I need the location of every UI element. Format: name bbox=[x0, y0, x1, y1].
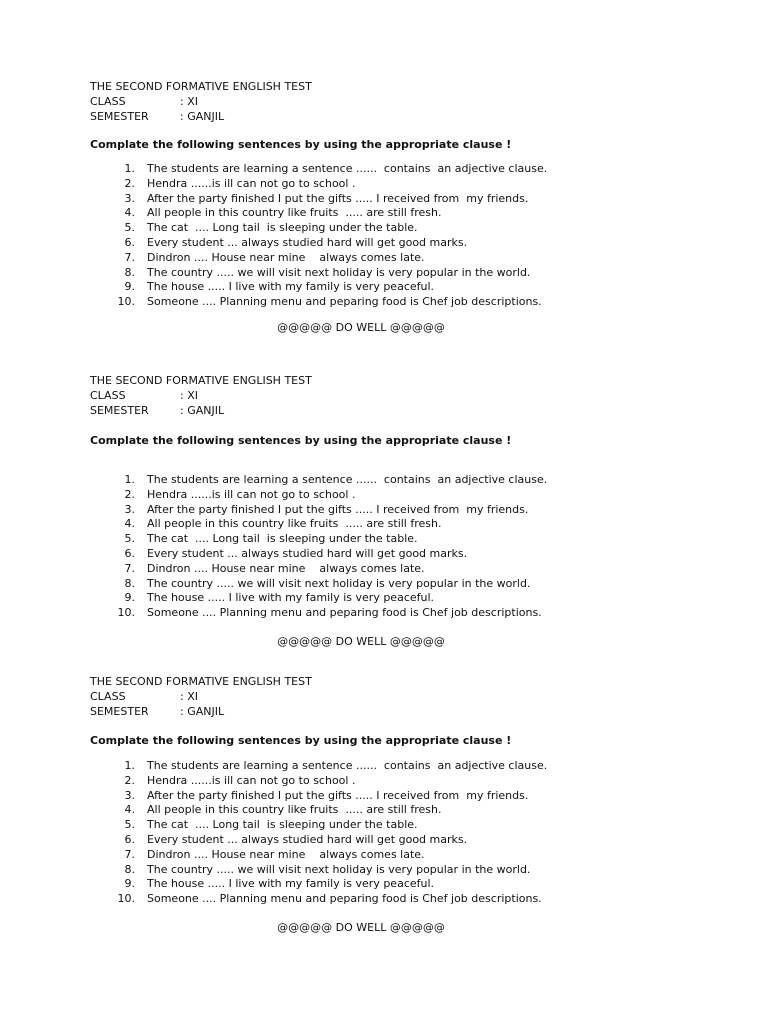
question-number: 2. bbox=[124, 487, 135, 501]
question-text: The country ..... we will visit next holiday is very popular in the world. bbox=[147, 576, 531, 590]
question-text: All people in this country like fruits ..... are still fresh. bbox=[147, 803, 442, 817]
question-text: The country ..... we will visit next holiday is very popular in the world. bbox=[147, 862, 531, 876]
test-block-1 bbox=[90, 79, 690, 334]
class-label: CLASS bbox=[90, 389, 126, 402]
question-number: 4. bbox=[124, 803, 135, 817]
question-item bbox=[90, 162, 690, 177]
question-number: 5. bbox=[124, 818, 135, 832]
question-text: Hendra ......is ill can not go to school . bbox=[147, 176, 356, 190]
question-number: 9. bbox=[124, 280, 135, 294]
question-text: Someone .... Planning menu and peparing food is Chef job descriptions. bbox=[147, 606, 542, 620]
question-text: Dindron .... House near mine always comes late. bbox=[147, 250, 425, 264]
question-number: 10. bbox=[117, 892, 135, 906]
question-number: 1. bbox=[124, 759, 135, 772]
instruction: Complate the following sentences by using the appropriate clause ! bbox=[90, 138, 512, 151]
question-text: The house ..... I live with my family is very peaceful. bbox=[147, 877, 435, 891]
closing-line: @@@@@ DO WELL @@@@@ bbox=[277, 921, 445, 934]
question-number: 10. bbox=[117, 606, 135, 620]
closing-line: @@@@@ DO WELL @@@@@ bbox=[277, 635, 445, 648]
semester-value: : GANJIL bbox=[180, 110, 225, 123]
instruction: Complate the following sentences by using the appropriate clause ! bbox=[90, 434, 512, 447]
question-number: 8. bbox=[124, 265, 135, 279]
question-number: 8. bbox=[124, 576, 135, 590]
question-text: All people in this country like fruits ..... are still fresh. bbox=[147, 517, 442, 531]
question-number: 1. bbox=[124, 473, 135, 486]
question-item bbox=[90, 280, 690, 295]
question-number: 8. bbox=[124, 862, 135, 876]
question-item bbox=[90, 877, 690, 892]
question-item bbox=[90, 295, 690, 310]
question-number: 5. bbox=[124, 532, 135, 546]
question-text: The house ..... I live with my family is very peaceful. bbox=[147, 280, 435, 294]
question-text: Dindron .... House near mine always comes late. bbox=[147, 561, 425, 575]
question-item bbox=[90, 803, 690, 818]
semester-row bbox=[90, 109, 690, 124]
semester-label: SEMESTER bbox=[90, 705, 149, 718]
question-number: 6. bbox=[124, 546, 135, 560]
question-text: After the party finished I put the gifts ..... I received from my friends. bbox=[147, 191, 529, 205]
question-item bbox=[90, 532, 690, 547]
class-label: CLASS bbox=[90, 95, 126, 108]
question-item bbox=[90, 488, 690, 503]
question-text: Someone .... Planning menu and peparing food is Chef job descriptions. bbox=[147, 892, 542, 906]
semester-label: SEMESTER bbox=[90, 404, 149, 417]
question-text: The cat .... Long tail is sleeping under the table. bbox=[147, 532, 418, 546]
question-number: 4. bbox=[124, 206, 135, 220]
question-number: 3. bbox=[124, 191, 135, 205]
question-item bbox=[90, 251, 690, 266]
question-number: 2. bbox=[124, 773, 135, 787]
question-number: 7. bbox=[124, 561, 135, 575]
test-title: THE SECOND FORMATIVE ENGLISH TEST bbox=[90, 675, 312, 688]
question-item bbox=[90, 759, 690, 774]
question-item bbox=[90, 473, 690, 488]
question-text: Dindron .... House near mine always comes late. bbox=[147, 847, 425, 861]
class-value: : XI bbox=[180, 690, 198, 703]
question-text: Hendra ......is ill can not go to school . bbox=[147, 487, 356, 501]
question-item bbox=[90, 177, 690, 192]
question-text: The students are learning a sentence ...... contains an adjective clause. bbox=[147, 162, 548, 175]
semester-value: : GANJIL bbox=[180, 705, 225, 718]
test-title: THE SECOND FORMATIVE ENGLISH TEST bbox=[90, 80, 312, 93]
question-text: Someone .... Planning menu and peparing food is Chef job descriptions. bbox=[147, 295, 542, 309]
question-item bbox=[90, 547, 690, 562]
class-value: : XI bbox=[180, 389, 198, 402]
question-item bbox=[90, 833, 690, 848]
question-text: Every student ... always studied hard will get good marks. bbox=[147, 546, 468, 560]
question-item bbox=[90, 591, 690, 606]
test-title: THE SECOND FORMATIVE ENGLISH TEST bbox=[90, 374, 312, 387]
question-text: Every student ... always studied hard will get good marks. bbox=[147, 832, 468, 846]
question-number: 10. bbox=[117, 295, 135, 309]
question-item bbox=[90, 192, 690, 207]
question-number: 6. bbox=[124, 235, 135, 249]
class-value: : XI bbox=[180, 95, 198, 108]
closing-line: @@@@@ DO WELL @@@@@ bbox=[277, 321, 445, 334]
question-text: The cat .... Long tail is sleeping under the table. bbox=[147, 818, 418, 832]
question-text: All people in this country like fruits ..... are still fresh. bbox=[147, 206, 442, 220]
question-text: After the party finished I put the gifts ..... I received from my friends. bbox=[147, 502, 529, 516]
question-text: The students are learning a sentence ...... contains an adjective clause. bbox=[147, 473, 548, 486]
question-item bbox=[90, 892, 690, 907]
question-list bbox=[90, 162, 690, 310]
question-item bbox=[90, 818, 690, 833]
question-item bbox=[90, 789, 690, 804]
question-item bbox=[90, 577, 690, 592]
question-item bbox=[90, 774, 690, 789]
test-block-2 bbox=[90, 373, 690, 648]
question-item bbox=[90, 266, 690, 281]
question-text: After the party finished I put the gifts ..... I received from my friends. bbox=[147, 788, 529, 802]
question-number: 7. bbox=[124, 250, 135, 264]
question-number: 6. bbox=[124, 832, 135, 846]
question-number: 2. bbox=[124, 176, 135, 190]
question-text: The house ..... I live with my family is very peaceful. bbox=[147, 591, 435, 605]
question-text: Every student ... always studied hard will get good marks. bbox=[147, 235, 468, 249]
semester-value: : GANJIL bbox=[180, 404, 225, 417]
question-number: 3. bbox=[124, 502, 135, 516]
question-item bbox=[90, 606, 690, 621]
question-text: Hendra ......is ill can not go to school . bbox=[147, 773, 356, 787]
class-row bbox=[90, 689, 690, 704]
semester-label: SEMESTER bbox=[90, 110, 149, 123]
question-item bbox=[90, 503, 690, 518]
question-item bbox=[90, 236, 690, 251]
class-label: CLASS bbox=[90, 690, 126, 703]
test-block-3 bbox=[90, 674, 690, 934]
question-text: The country ..... we will visit next holiday is very popular in the world. bbox=[147, 265, 531, 279]
question-number: 1. bbox=[124, 162, 135, 175]
semester-row bbox=[90, 403, 690, 418]
question-number: 9. bbox=[124, 877, 135, 891]
question-number: 4. bbox=[124, 517, 135, 531]
question-item bbox=[90, 206, 690, 221]
question-item bbox=[90, 848, 690, 863]
question-text: The cat .... Long tail is sleeping under the table. bbox=[147, 221, 418, 235]
instruction: Complate the following sentences by using the appropriate clause ! bbox=[90, 734, 512, 747]
question-number: 9. bbox=[124, 591, 135, 605]
question-number: 7. bbox=[124, 847, 135, 861]
question-number: 5. bbox=[124, 221, 135, 235]
class-row bbox=[90, 94, 690, 109]
semester-row bbox=[90, 704, 690, 719]
question-number: 3. bbox=[124, 788, 135, 802]
question-text: The students are learning a sentence ...... contains an adjective clause. bbox=[147, 759, 548, 772]
class-row bbox=[90, 388, 690, 403]
question-list bbox=[90, 473, 690, 621]
question-item bbox=[90, 221, 690, 236]
question-item bbox=[90, 517, 690, 532]
question-item bbox=[90, 562, 690, 577]
question-item bbox=[90, 863, 690, 878]
question-list bbox=[90, 759, 690, 907]
